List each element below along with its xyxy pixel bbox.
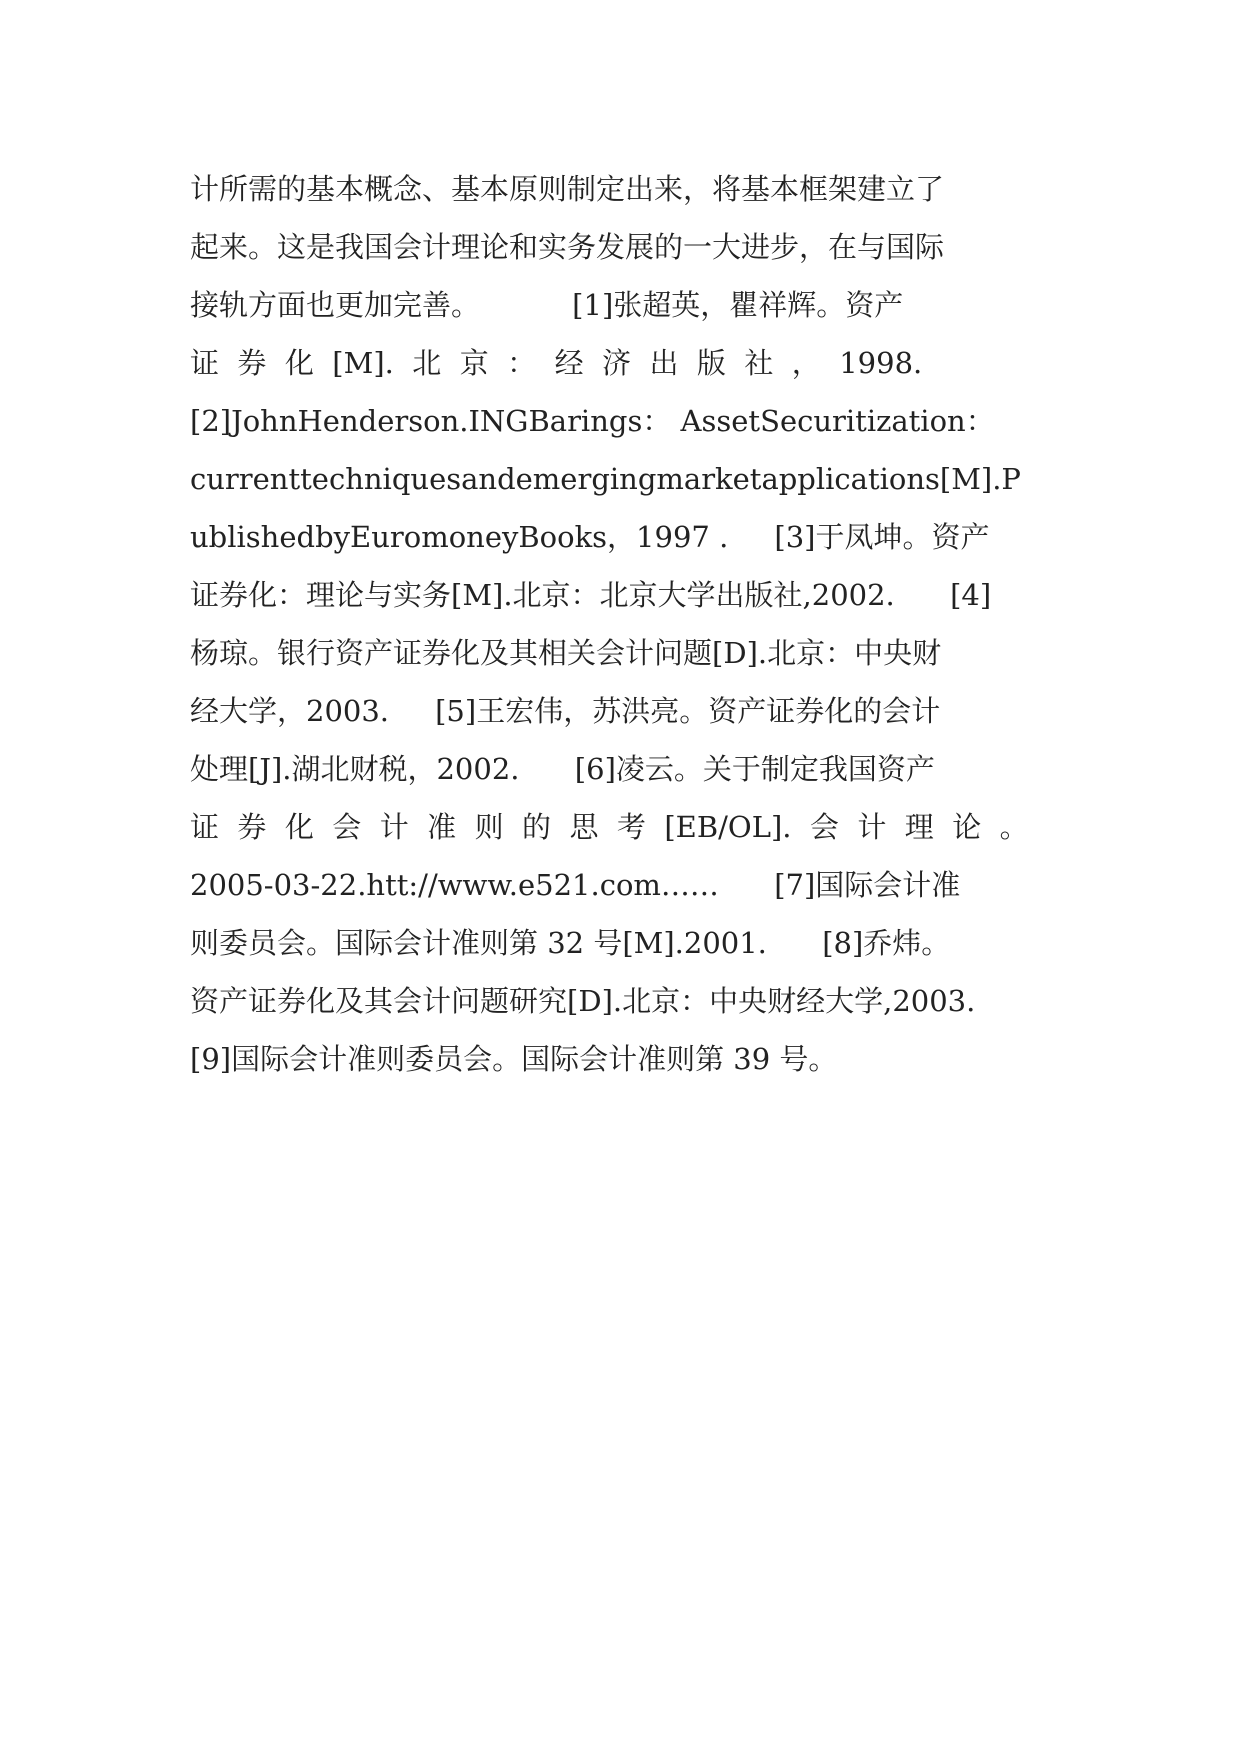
text-line: [9]国际会计准则委员会。国际会计准则第 39 号。	[190, 1042, 838, 1076]
text-line: 证 券 化 会 计 准 则 的 思 考 [EB/OL]. 会 计 理 论 。	[190, 810, 1029, 844]
text-line: 2005-03-22.htt://www.e521.com…… [7]国际会计准	[190, 868, 961, 902]
text-line: 杨琼。银行资产证券化及其相关会计问题[D].北京：中央财	[190, 636, 942, 670]
text-line: 接轨方面也更加完善。 [1]张超英，瞿祥辉。资产	[190, 288, 904, 322]
text-line: 资产证券化及其会计问题研究[D].北京：中央财经大学,2003.	[190, 984, 976, 1018]
text-line: [2]JohnHenderson.INGBarings： AssetSecuritization：	[190, 404, 995, 438]
text-line: 计所需的基本概念、基本原则制定出来，将基本框架建立了	[190, 172, 945, 206]
text-line: 证券化：理论与实务[M].北京：北京大学出版社,2002. [4]	[190, 578, 992, 612]
text-line: 经大学，2003. [5]王宏伟，苏洪亮。资产证券化的会计	[190, 694, 941, 728]
text-line: ublishedbyEuromoneyBooks，1997 . [3]于凤坤。资产	[190, 520, 990, 554]
text-line: currenttechniquesandemergingmarketapplications[M].P	[190, 462, 1021, 496]
text-line: 则委员会。国际会计准则第 32 号[M].2001. [8]乔炜。	[190, 926, 951, 960]
text-line: 处理[J].湖北财税，2002. [6]凌云。关于制定我国资产	[190, 752, 935, 786]
body-text	[190, 160, 1070, 1088]
text-line: 起来。这是我国会计理论和实务发展的一大进步，在与国际	[190, 230, 945, 264]
text-line: 证 券 化 [M]. 北 京 ： 经 济 出 版 社 ， 1998.	[190, 346, 923, 380]
